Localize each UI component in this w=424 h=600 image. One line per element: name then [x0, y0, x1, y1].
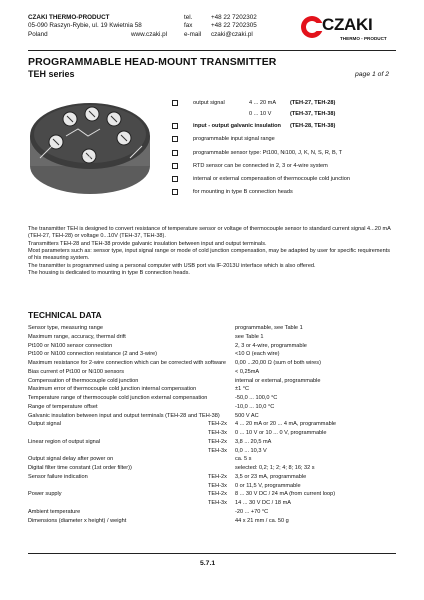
table-row	[28, 491, 396, 500]
table-row	[28, 465, 396, 474]
value-cell: 3,8 ... 20,5 mA	[235, 438, 272, 445]
value-cell: 14 ... 30 V DC / 18 mA	[235, 500, 291, 506]
value-cell: -50,0 ... 100,0 °C	[235, 395, 278, 401]
table-row	[28, 334, 396, 343]
feature-item: programmable input signal range	[172, 134, 275, 145]
param-cell: Sensor failure indication	[28, 473, 88, 480]
value-cell: 0,00 ...20,00 Ω (sum of both wires)	[235, 360, 321, 366]
model-cell: TEH-3x	[208, 430, 227, 436]
table-row	[28, 360, 396, 369]
value-cell: 500 V AC	[235, 412, 259, 419]
value-cell: 4 ... 20 mA or 20 ... 4 mA, programmable	[235, 421, 337, 428]
checkbox-icon	[172, 189, 178, 195]
table-row	[28, 474, 396, 483]
value-cell: 44 x 21 mm / ca. 50 g	[235, 517, 289, 524]
page-indicator: page 1 of 2	[355, 71, 390, 78]
email-label: e-mail	[184, 30, 202, 38]
table-row	[28, 421, 396, 430]
header-divider	[28, 50, 396, 51]
checkbox-icon	[172, 176, 178, 182]
table-row	[28, 448, 396, 457]
company-address: 05-090 Raszyn-Rybie, ul. 19 Kwietnia 58	[28, 22, 142, 30]
model-cell: TEH-2x	[208, 421, 227, 428]
value-cell: <10 Ω (each wire)	[235, 351, 280, 358]
model-cell: TEH-3x	[208, 500, 227, 506]
param-cell: Temperature range of thermocouple cold junction external compensation	[28, 395, 208, 401]
intro-paragraph: The transmitter TEH is designed to convert resistance of temperature sensor or voltage of thermocouple sensor to standard current signal 4...20 mA (TEH-27, TEH-28) or voltage 0...10V (TEH-37, TEH-38).	[28, 226, 391, 240]
param-cell: Maximum error of thermocouple cold junction internal compensation	[28, 386, 197, 393]
intro-paragraph: The housing is dedicated to mounting in type B connection heads.	[28, 270, 190, 277]
param-cell: Pt100 or Ni100 connection resistance (2 and 3-wire)	[28, 351, 158, 358]
table-row	[28, 413, 396, 422]
table-row	[28, 500, 396, 509]
param-cell: Sensor type, measuring range	[28, 325, 103, 331]
value-cell: ca. 5 s	[235, 456, 252, 463]
model-cell: TEH-3x	[208, 447, 227, 454]
company-country: Poland	[28, 30, 48, 38]
model-cell: TEH-2x	[208, 491, 227, 498]
feature-item: 0 ... 10 V (TEH-37, TEH-38)	[249, 111, 336, 117]
footer-page-number: 5.7.1	[200, 560, 216, 567]
intro-paragraph: Transmitters TEH-28 and TEH-38 provide galvanic insulation between input and output terminals.	[28, 240, 267, 247]
value-cell: -20 ... +70 °C	[235, 508, 269, 515]
param-cell: Output signal delay after power on	[28, 456, 114, 463]
company-name: CZAKI THERMO-PRODUCT	[28, 14, 110, 21]
table-row	[28, 369, 396, 378]
transmitter-illustration	[26, 86, 158, 206]
value-cell: internal or external, programmable	[235, 377, 321, 384]
value-cell: ±1 °C	[235, 386, 250, 393]
value-cell: 2, 3 or 4-wire, programmable	[235, 342, 307, 349]
footer-divider	[28, 553, 396, 554]
company-address-block	[28, 14, 142, 39]
series-subtitle: TEH series	[28, 69, 75, 79]
logo-subtext: THERMO - PRODUCT	[340, 36, 387, 41]
param-cell: Linear region of output signal	[28, 438, 101, 445]
product-label: TEH-3x	[82, 154, 96, 159]
page-title: PROGRAMMABLE HEAD-MOUNT TRANSMITTER	[28, 56, 277, 68]
contact-values	[211, 14, 257, 39]
contact-labels	[184, 14, 201, 39]
value-cell: programmable, see Table 1	[235, 325, 303, 331]
email-link[interactable]: czaki@czaki.pl	[211, 30, 253, 38]
feature-item: for mounting in type B connection heads	[172, 187, 293, 198]
value-cell: 0 ... 10 V or 10 ... 0 V, programmable	[235, 430, 327, 436]
model-cell: TEH-2x	[208, 473, 227, 480]
technical-data-table	[28, 325, 396, 526]
logo-text: CZAKI	[322, 15, 373, 34]
table-row	[28, 456, 396, 465]
feature-item: programmable sensor type: Pt100, Ni100, J, K, N, S, R, B, T	[172, 148, 342, 159]
section-heading: TECHNICAL DATA	[28, 310, 102, 320]
model-cell: TEH-3x	[208, 482, 227, 489]
checkbox-icon	[172, 163, 178, 169]
value-cell: -10,0 ... 10,0 °C	[235, 403, 275, 410]
value-cell: selected: 0,2; 1; 2; 4; 8; 16; 32 s	[235, 465, 315, 471]
param-cell: Bias current of Pt100 or Ni100 sensors	[28, 368, 125, 375]
param-cell: Ambient temperature	[28, 508, 81, 515]
param-cell: Maximum range, accuracy, thermal drift	[28, 333, 126, 340]
table-row	[28, 378, 396, 387]
value-cell: 3,5 or 23 mA, programmable	[235, 473, 307, 480]
param-cell: Digital filter time constant (1st order filter))	[28, 465, 132, 471]
intro-paragraph: The transmitter is programmed using a personal computer with USB port via IF-2013U interface which is also offered.	[28, 262, 316, 269]
table-row	[28, 439, 396, 448]
table-row	[28, 386, 396, 395]
value-cell: 0,0 ... 10,3 V	[235, 447, 267, 454]
param-cell: Output signal	[28, 421, 61, 428]
table-row	[28, 325, 396, 334]
feature-item: internal or external compensation of thermocouple cold junction	[172, 174, 350, 185]
param-cell: Compensation of thermocouple cold junction	[28, 377, 139, 384]
table-row	[28, 430, 396, 439]
value-cell: 8 ... 30 V DC / 24 mA (from current loop)	[235, 491, 336, 498]
checkbox-icon	[172, 150, 178, 156]
company-logo	[300, 12, 400, 48]
website-link[interactable]: www.czaki.pl	[131, 30, 168, 38]
table-row	[28, 509, 396, 518]
table-row	[28, 483, 396, 492]
tel-label: tel.	[184, 14, 193, 21]
model-cell: TEH-2x	[208, 438, 227, 445]
param-cell: Maximum resistance for 2-wire connection which can be corrected with software	[28, 360, 227, 366]
table-row	[28, 518, 396, 527]
feature-item: RTD sensor can be connected in 2, 3 or 4-wire system	[172, 161, 328, 172]
checkbox-icon	[172, 100, 178, 106]
param-cell: Range of temperature offset	[28, 403, 98, 410]
feature-item: output signal 4 ... 20 mA (TEH-27, TEH-28)	[172, 98, 335, 109]
param-cell: Galvanic insulation between input and output terminals (TEH-28 and TEH-38)	[28, 412, 220, 419]
checkbox-icon	[172, 136, 178, 142]
table-row	[28, 404, 396, 413]
fax-label: fax	[184, 22, 193, 30]
intro-text	[28, 226, 396, 277]
param-cell: Dimensions (diameter x height) / weight	[28, 517, 127, 524]
value-cell: < 0,25mA	[235, 368, 260, 375]
param-cell: Pt100 or Ni100 sensor connection	[28, 342, 113, 349]
param-cell: Power supply	[28, 491, 62, 498]
value-cell: 0 or 11,5 V, programmable	[235, 482, 301, 489]
value-cell: see Table 1	[235, 333, 264, 340]
feature-item: input - output galvanic insulation (TEH-28, TEH-38)	[172, 121, 335, 132]
table-row	[28, 395, 396, 404]
intro-paragraph: Most parameters such as: sensor type, input signal range or mode of cold junction compensation, may be adapted by user for specific requirements of his measuring system.	[28, 248, 390, 262]
fax-value: +48 22 7202305	[211, 22, 257, 30]
checkbox-icon	[172, 123, 178, 129]
table-row	[28, 343, 396, 352]
product-image	[26, 86, 158, 206]
tel-value: +48 22 7202302	[211, 14, 257, 21]
table-row	[28, 351, 396, 360]
